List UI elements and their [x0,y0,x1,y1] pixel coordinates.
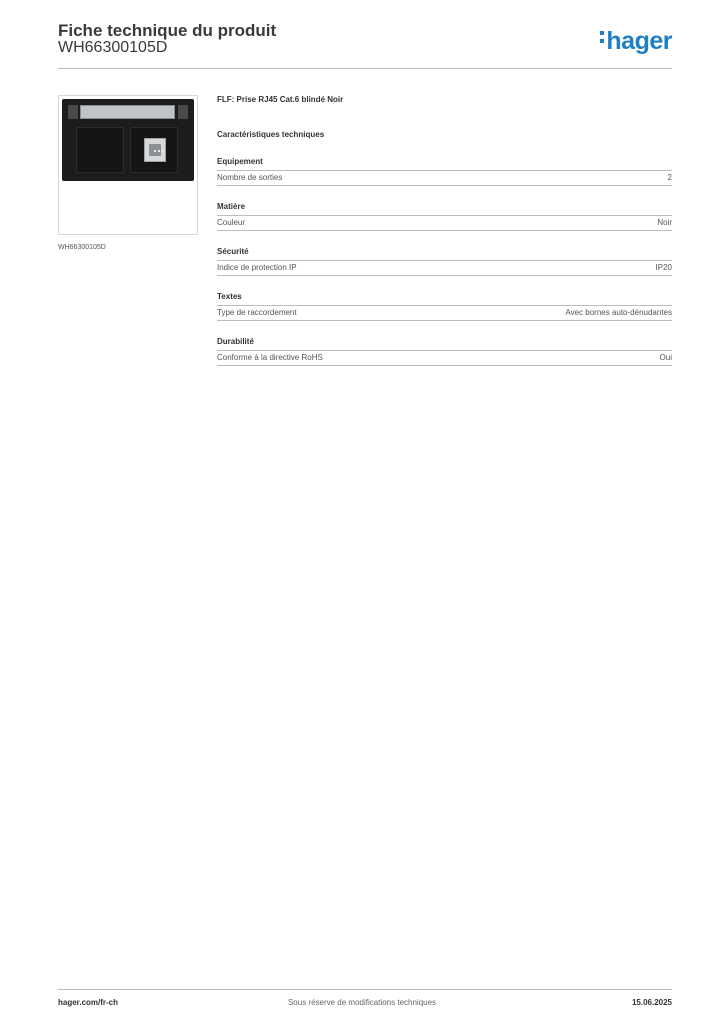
hager-logo [600,27,672,56]
rj45-opening [149,144,161,156]
footer-date: 15.06.2025 [631,998,672,1007]
spec-label: Couleur [217,218,246,227]
spec-value: Avec bornes auto-dénudantes [565,308,672,317]
logo-colon-mark [600,27,605,47]
spec-value: Noir [657,218,672,227]
spec-row [217,351,672,366]
spec-value: 2 [667,173,672,182]
spec-group [217,292,672,321]
spec-group [217,157,672,186]
spec-value: Oui [659,353,672,362]
spec-group-title: Textes [217,292,672,306]
label-window [80,105,175,119]
blank-cover [76,127,124,173]
specs-heading: Caractéristiques techniques [217,130,325,139]
spec-row [217,306,672,321]
spec-group-title: Equipement [217,157,672,171]
label-clip-left [68,105,78,119]
spec-label: Conforme à la directive RoHS [217,353,323,362]
spec-groups [217,157,672,366]
spec-group-title: Durabilité [217,337,672,351]
spec-group [217,337,672,366]
spec-label: Nombre de sorties [217,173,283,182]
product-code: WH66300105D [58,39,168,56]
product-name: FLF: Prise RJ45 Cat.6 blindé Noir [217,95,344,104]
footer-website: hager.com/fr-ch [58,998,119,1007]
spec-group-title: Sécurité [217,247,672,261]
faceplate [62,99,194,181]
spec-group-title: Matière [217,202,672,216]
spec-row [217,261,672,276]
rj45-socket [144,138,166,162]
spec-row [217,216,672,231]
spec-group [217,247,672,276]
rj45-jack [130,127,178,173]
specifications [217,95,672,366]
footer-divider [58,989,672,990]
header-divider [58,68,672,69]
document-title: Fiche technique du produit [58,21,277,40]
product-image [58,95,198,235]
spec-group [217,202,672,231]
image-caption: WH66300105D [58,244,106,251]
spec-value: IP20 [655,263,672,272]
label-clip-right [178,105,188,119]
spec-label: Type de raccordement [217,308,297,317]
logo-text: hager [606,27,672,55]
spec-row [217,171,672,186]
footer-disclaimer: Sous réserve de modifications techniques [287,998,437,1007]
spec-label: Indice de protection IP [217,263,297,272]
